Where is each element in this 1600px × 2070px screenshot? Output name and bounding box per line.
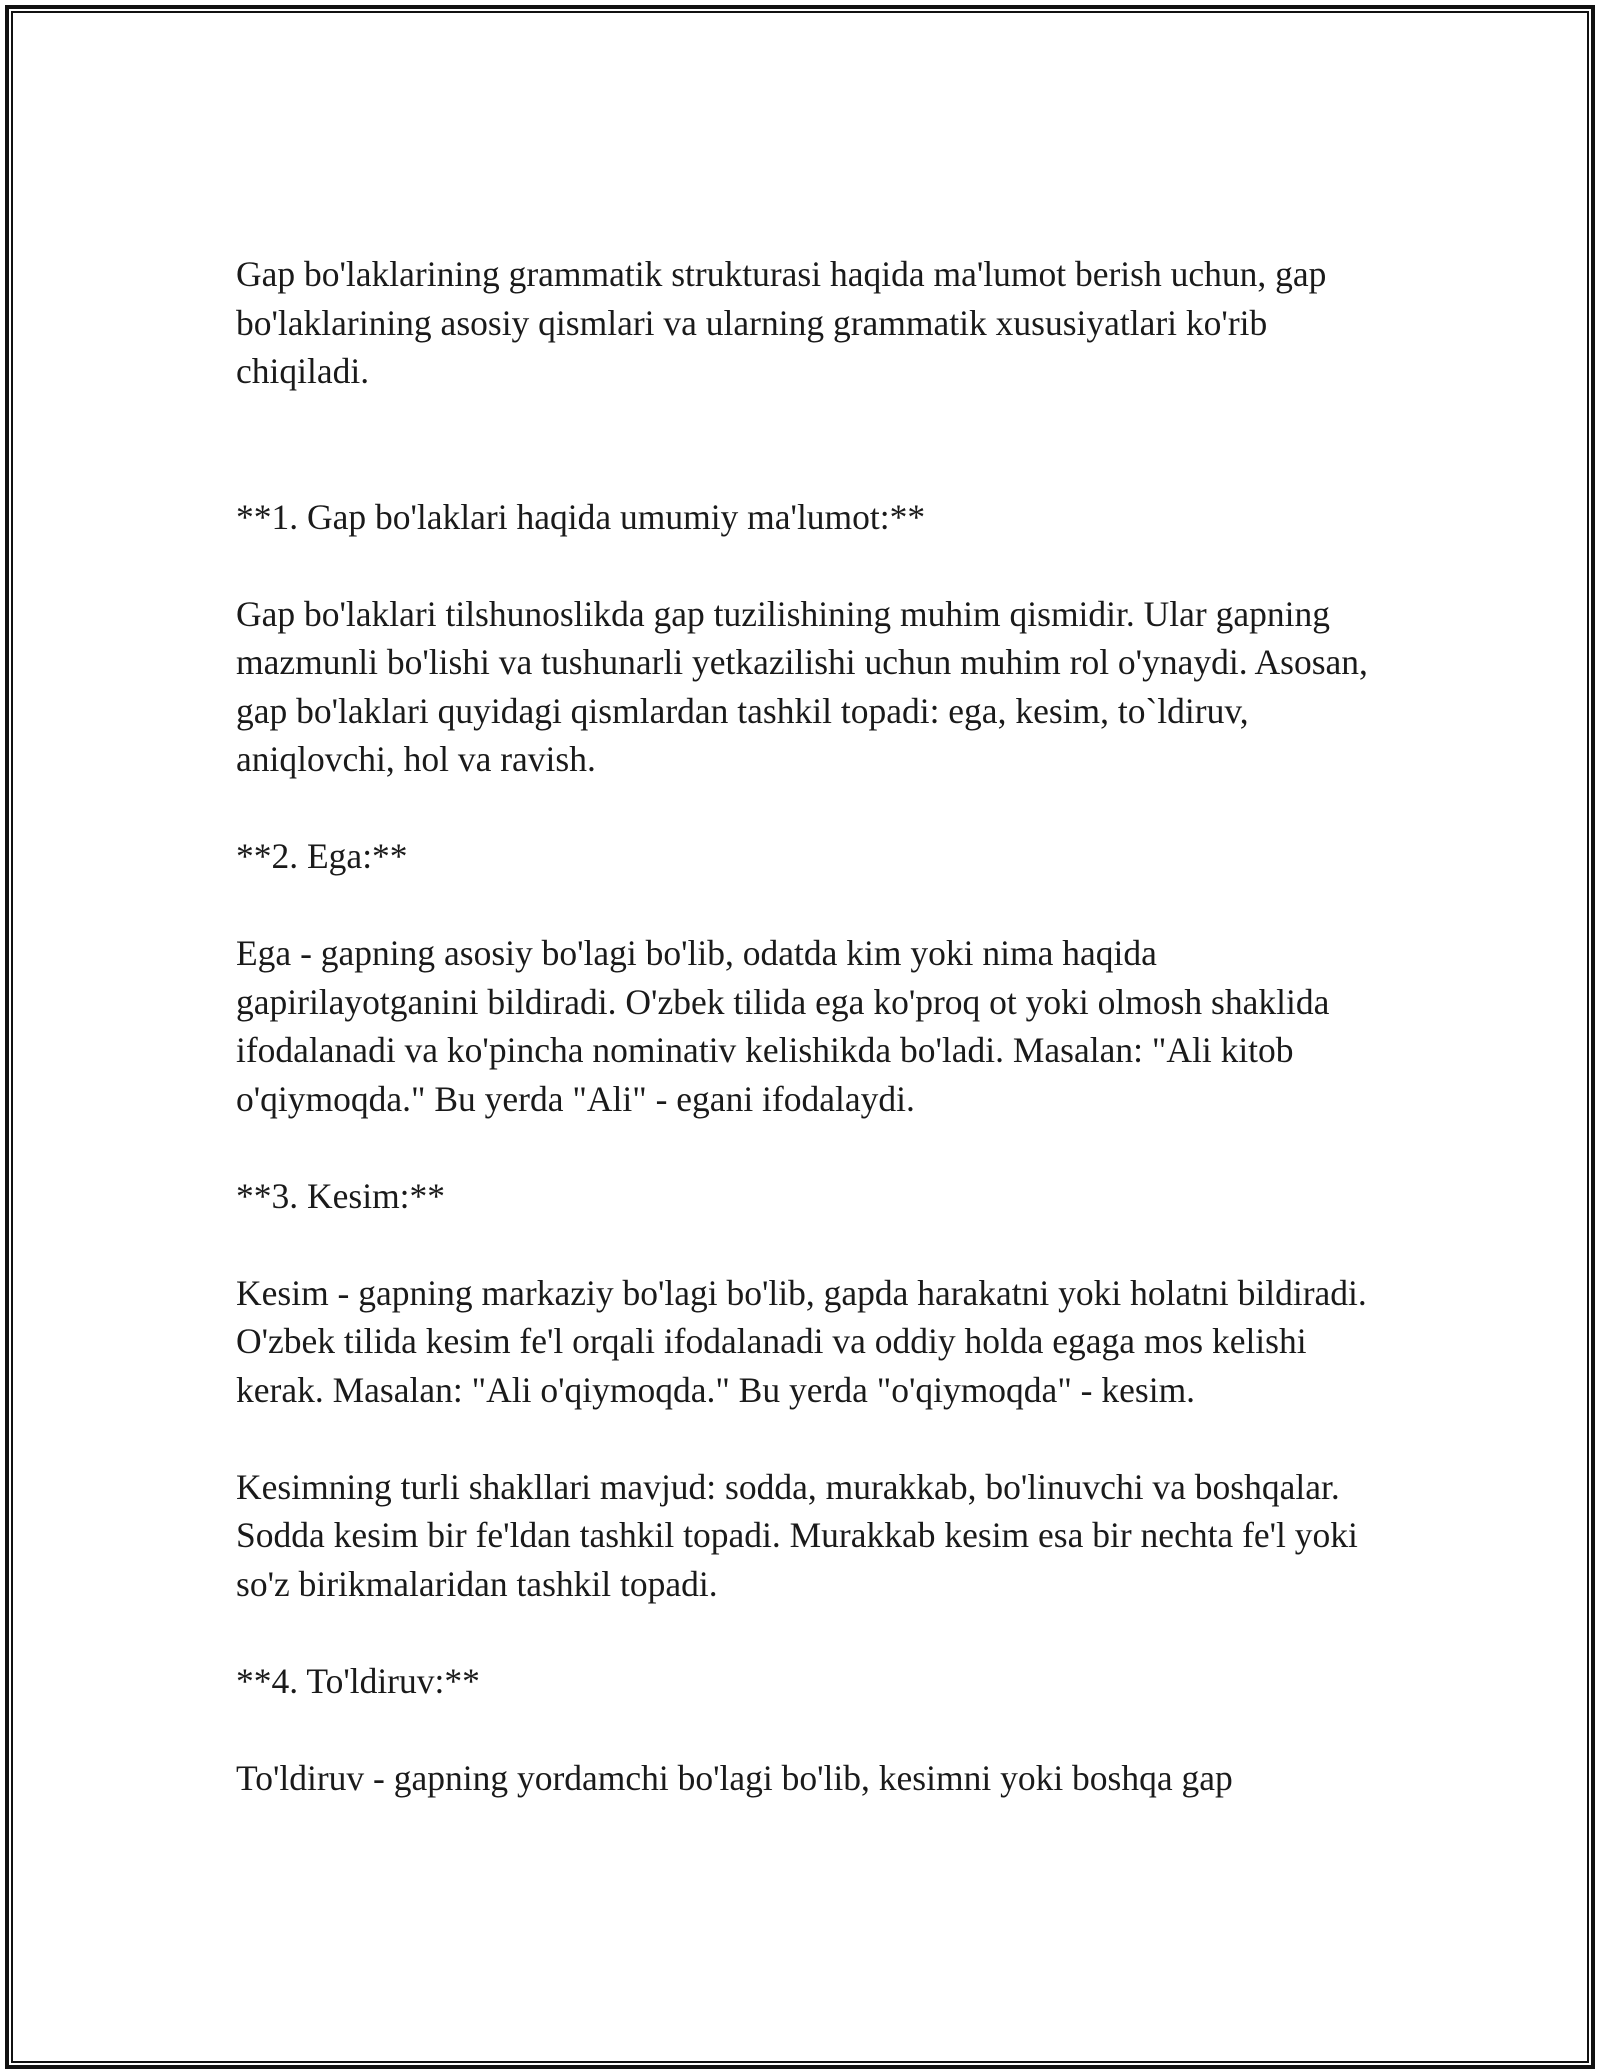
section-heading-ega: **2. Ega:**: [236, 836, 408, 876]
section-heading-kesim: **3. Kesim:**: [236, 1175, 446, 1216]
toldiruv-paragraph: To'ldiruv - gapning yordamchi bo'lagi bo'lib, kesimni yoki boshqa gap: [236, 1757, 1233, 1798]
document-body: [236, 250, 1376, 1802]
kesim-forms-paragraph: Kesimning turli shakllari mavjud: sodda, murakkab, bo'linuvchi va boshqalar. Sodda kesim bir fe'ldan tashkil topadi. Murakkab kesim esa bir nechta fe'l yoki so'z birikmalaridan tashkil topadi.: [236, 1466, 1358, 1604]
general-info-paragraph: Gap bo'laklari tilshunoslikda gap tuzilishining muhim qismidir. Ular gapning mazmunli bo'lishi va tushunarli yetkazilishi uchun muhim rol o'ynaydi. Asosan, gap bo'laklari quyidagi qismlardan tashkil topadi: ega, kesim, to`ldiruv, aniqlovchi, hol va ravish.: [236, 593, 1368, 779]
section-heading-general-info: **1. Gap bo'laklari haqida umumiy ma'lumot:**: [236, 496, 926, 537]
kesim-paragraph: Kesim - gapning markaziy bo'lagi bo'lib, gapda harakatni yoki holatni bildiradi. O'zbek tilida kesim fe'l orqali ifodalanadi va oddiy holda egaga mos kelishi kerak. Masalan: "Ali o'qiymoqda." Bu yerda "o'qiymoqda" - kesim.: [236, 1272, 1367, 1410]
section-heading-toldiruv: **4. To'ldiruv:**: [236, 1660, 480, 1701]
ega-paragraph: Ega - gapning asosiy bo'lagi bo'lib, odatda kim yoki nima haqida gapirilayotganini bildiradi. O'zbek tilida ega ko'proq ot yoki olmosh shaklida ifodalanadi va ko'pincha nominativ kelishikda bo'ladi. Masalan: "Ali kitob o'qiymoqda." Bu yerda "Ali" - egani ifodalaydi.: [236, 933, 1330, 1119]
intro-paragraph: Gap bo'laklarining grammatik strukturasi haqida ma'lumot berish uchun, gap bo'laklarining asosiy qismlari va ularning grammatik xususiyatlari ko'rib chiqiladi.: [236, 254, 1327, 391]
